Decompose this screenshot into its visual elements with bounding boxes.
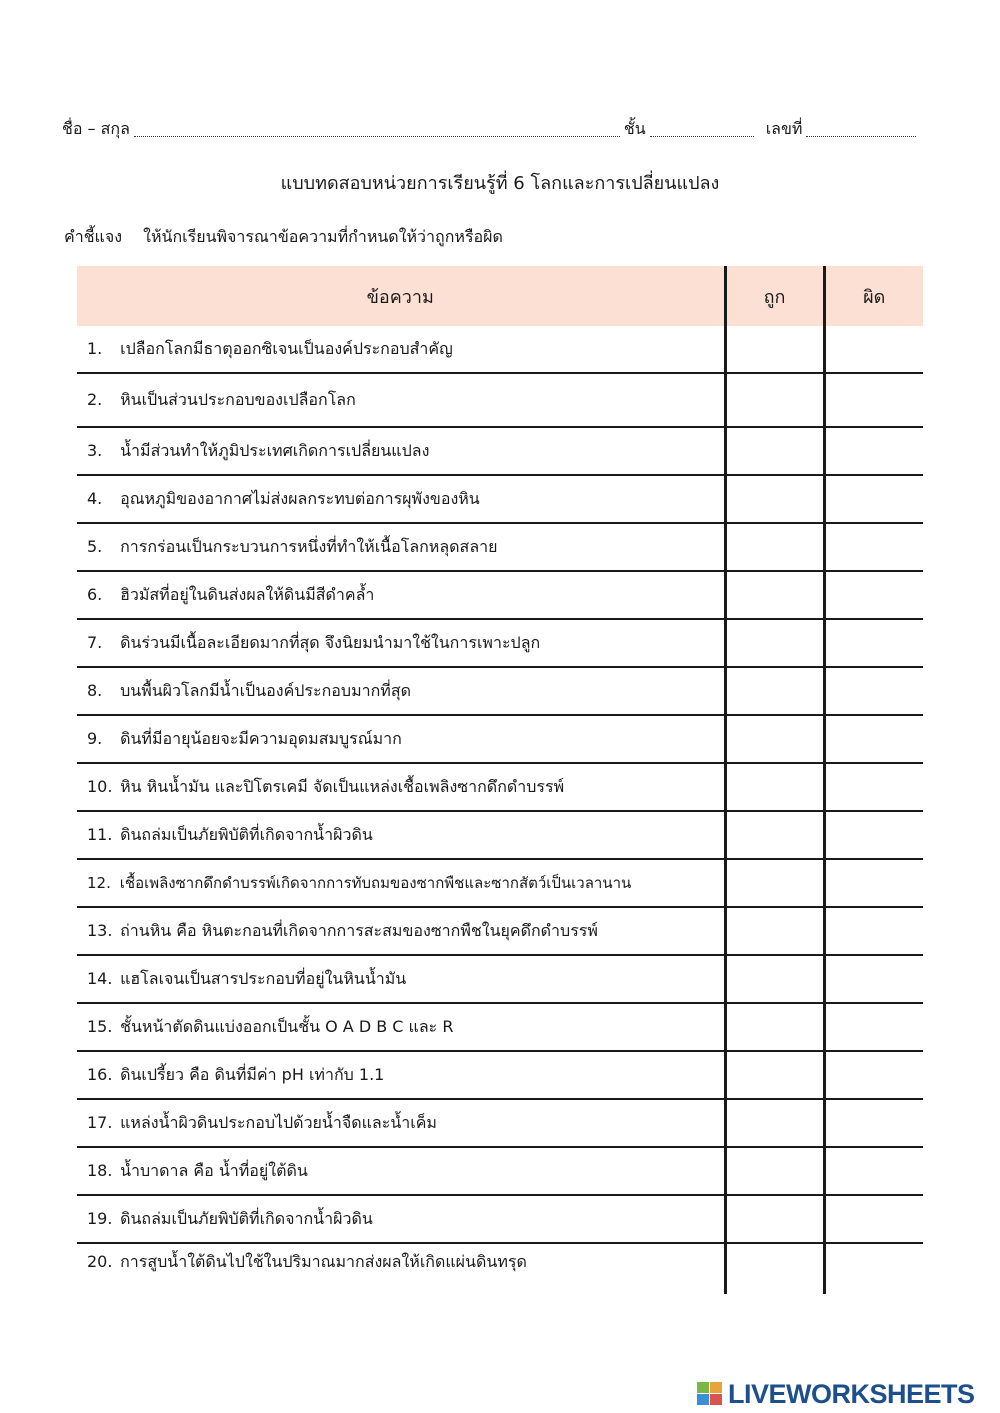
row-number: 19. xyxy=(87,1208,113,1228)
instructions-label: คำชี้แจง xyxy=(64,227,123,246)
false-answer-box[interactable] xyxy=(824,1243,923,1294)
table-row xyxy=(77,427,923,475)
table-row xyxy=(77,1243,923,1294)
statement-cell xyxy=(77,1195,725,1243)
statement-text: หินเป็นส่วนประกอบของเปลือกโลก xyxy=(120,389,356,409)
row-number: 18. xyxy=(87,1160,113,1180)
true-answer-box[interactable] xyxy=(725,475,824,523)
false-answer-box[interactable] xyxy=(824,715,923,763)
statement-cell xyxy=(77,1147,725,1195)
table-row xyxy=(77,475,923,523)
statement-text: เปลือกโลกมีธาตุออกซิเจนเป็นองค์ประกอบสำคัญ xyxy=(120,338,453,358)
table-row xyxy=(77,1195,923,1243)
false-answer-box[interactable] xyxy=(824,1147,923,1195)
instructions xyxy=(64,225,503,250)
false-answer-box[interactable] xyxy=(824,523,923,571)
false-answer-box[interactable] xyxy=(824,326,923,373)
statement-cell xyxy=(77,1003,725,1051)
statement-cell xyxy=(77,859,725,907)
statement-text: ชั้นหน้าตัดดินแบ่งออกเป็นชั้น O A D B C และ R xyxy=(120,1016,454,1036)
table-row xyxy=(77,859,923,907)
true-answer-box[interactable] xyxy=(725,1051,824,1099)
statement-text: การสูบน้ำใต้ดินไปใช้ในปริมาณมากส่งผลให้เกิดแผ่นดินทรุด xyxy=(120,1252,527,1271)
statement-text: ดินถล่มเป็นภัยพิบัติที่เกิดจากน้ำผิวดิน xyxy=(120,824,373,844)
true-answer-box[interactable] xyxy=(725,571,824,619)
table-row xyxy=(77,326,923,373)
true-answer-box[interactable] xyxy=(725,1243,824,1294)
statement-cell xyxy=(77,427,725,475)
false-answer-box[interactable] xyxy=(824,1003,923,1051)
liveworksheets-logo-icon xyxy=(696,1380,726,1408)
row-number: 9. xyxy=(87,728,103,748)
false-answer-box[interactable] xyxy=(824,1051,923,1099)
statement-cell xyxy=(77,571,725,619)
true-answer-box[interactable] xyxy=(725,715,824,763)
true-answer-box[interactable] xyxy=(725,667,824,715)
row-number: 10. xyxy=(87,776,113,796)
false-answer-box[interactable] xyxy=(824,373,923,427)
table-row xyxy=(77,1099,923,1147)
header-true: ถูก xyxy=(725,266,824,326)
brand-name: LIVEWORKSHEETS xyxy=(728,1378,975,1409)
statement-cell xyxy=(77,763,725,811)
row-number: 12. xyxy=(87,874,111,892)
number-blank[interactable] xyxy=(806,136,916,137)
statement-cell xyxy=(77,475,725,523)
statement-cell xyxy=(77,955,725,1003)
false-answer-box[interactable] xyxy=(824,427,923,475)
row-number: 8. xyxy=(87,680,103,700)
statement-text: ดินเปรี้ยว คือ ดินที่มีค่า pH เท่ากับ 1.1 xyxy=(120,1064,385,1084)
false-answer-box[interactable] xyxy=(824,811,923,859)
statement-cell xyxy=(77,1243,725,1294)
statement-cell xyxy=(77,619,725,667)
class-blank[interactable] xyxy=(650,136,754,137)
liveworksheets-brand xyxy=(696,1378,992,1410)
row-number: 3. xyxy=(87,440,103,460)
quiz-table xyxy=(77,266,923,1294)
true-answer-box[interactable] xyxy=(725,955,824,1003)
row-number: 14. xyxy=(87,968,113,988)
true-answer-box[interactable] xyxy=(725,763,824,811)
false-answer-box[interactable] xyxy=(824,667,923,715)
table-row xyxy=(77,1051,923,1099)
statement-text: ดินถล่มเป็นภัยพิบัติที่เกิดจากน้ำผิวดิน xyxy=(120,1208,373,1228)
name-blank[interactable] xyxy=(134,136,620,137)
false-answer-box[interactable] xyxy=(824,763,923,811)
table-row xyxy=(77,763,923,811)
header-statement: ข้อความ xyxy=(77,266,725,326)
page-title: แบบทดสอบหน่วยการเรียนรู้ที่ 6 โลกและการเปลี่ยนแปลง xyxy=(280,173,720,194)
row-number: 7. xyxy=(87,632,103,652)
number-label: เลขที่ xyxy=(765,119,803,138)
table-row xyxy=(77,523,923,571)
statement-cell xyxy=(77,715,725,763)
table-row xyxy=(77,373,923,427)
row-number: 6. xyxy=(87,584,103,604)
statement-text: อุณหภูมิของอากาศไม่ส่งผลกระทบต่อการผุพังของหิน xyxy=(120,488,480,508)
true-answer-box[interactable] xyxy=(725,619,824,667)
table-row xyxy=(77,571,923,619)
true-answer-box[interactable] xyxy=(725,1099,824,1147)
table-row xyxy=(77,715,923,763)
statement-text: การกร่อนเป็นกระบวนการหนึ่งที่ทำให้เนื้อโลกหลุดสลาย xyxy=(120,536,498,556)
statement-cell xyxy=(77,1051,725,1099)
false-answer-box[interactable] xyxy=(824,859,923,907)
false-answer-box[interactable] xyxy=(824,1099,923,1147)
row-number: 2. xyxy=(87,389,103,409)
true-answer-box[interactable] xyxy=(725,326,824,373)
statement-text: น้ำมีส่วนทำให้ภูมิประเทศเกิดการเปลี่ยนแปลง xyxy=(120,440,430,460)
statement-text: หิน หินน้ำมัน และปิโตรเคมี จัดเป็นแหล่งเชื้อเพลิงซากดึกดำบรรพ์ xyxy=(120,776,565,796)
class-label: ชั้น xyxy=(623,119,646,138)
statement-cell xyxy=(77,907,725,955)
statement-text: แฮโลเจนเป็นสารประกอบที่อยู่ในหินน้ำมัน xyxy=(120,968,407,988)
true-answer-box[interactable] xyxy=(725,1003,824,1051)
statement-text: ดินที่มีอายุน้อยจะมีความอุดมสมบูรณ์มาก xyxy=(120,728,402,748)
row-number: 4. xyxy=(87,488,103,508)
true-answer-box[interactable] xyxy=(725,859,824,907)
statement-text: บนพื้นผิวโลกมีน้ำเป็นองค์ประกอบมากที่สุด xyxy=(120,680,411,700)
true-answer-box[interactable] xyxy=(725,907,824,955)
statement-text: น้ำบาดาล คือ น้ำที่อยู่ใต้ดิน xyxy=(120,1160,308,1180)
row-number: 15. xyxy=(87,1016,113,1036)
false-answer-box[interactable] xyxy=(824,619,923,667)
statement-cell xyxy=(77,1099,725,1147)
statement-cell xyxy=(77,326,725,373)
table-row xyxy=(77,955,923,1003)
false-answer-box[interactable] xyxy=(824,475,923,523)
false-answer-box[interactable] xyxy=(824,1195,923,1243)
true-answer-box[interactable] xyxy=(725,811,824,859)
statement-text: เชื้อเพลิงซากดึกดำบรรพ์เกิดจากการทับถมของซากพืชและซากสัตว์เป็นเวลานาน xyxy=(119,874,632,892)
statement-cell xyxy=(77,373,725,427)
true-answer-box[interactable] xyxy=(725,1147,824,1195)
table-row xyxy=(77,619,923,667)
false-answer-box[interactable] xyxy=(824,955,923,1003)
true-answer-box[interactable] xyxy=(725,427,824,475)
table-row xyxy=(77,1147,923,1195)
false-answer-box[interactable] xyxy=(824,571,923,619)
table-header-row xyxy=(77,266,923,326)
statement-text: แหล่งน้ำผิวดินประกอบไปด้วยน้ำจืดและน้ำเค็ม xyxy=(120,1112,437,1132)
table-row xyxy=(77,1003,923,1051)
true-answer-box[interactable] xyxy=(725,1195,824,1243)
false-answer-box[interactable] xyxy=(824,907,923,955)
student-info-line xyxy=(62,112,934,142)
header-false: ผิด xyxy=(824,266,923,326)
statement-text: ถ่านหิน คือ หินตะกอนที่เกิดจากการสะสมของซากพืชในยุคดึกดำบรรพ์ xyxy=(120,920,598,940)
table-row xyxy=(77,667,923,715)
table-row xyxy=(77,907,923,955)
statement-cell xyxy=(77,667,725,715)
row-number: 5. xyxy=(87,536,103,556)
statement-text: ฮิวมัสที่อยู่ในดินส่งผลให้ดินมีสีดำคล้ำ xyxy=(120,584,375,604)
row-number: 16. xyxy=(87,1064,113,1084)
row-number: 1. xyxy=(87,338,103,358)
statement-cell xyxy=(77,523,725,571)
row-number: 11. xyxy=(87,824,113,844)
statement-cell xyxy=(77,811,725,859)
row-number: 20. xyxy=(87,1252,113,1271)
true-answer-box[interactable] xyxy=(725,373,824,427)
row-number: 17. xyxy=(87,1112,113,1132)
table-row xyxy=(77,811,923,859)
true-answer-box[interactable] xyxy=(725,523,824,571)
row-number: 13. xyxy=(87,920,113,940)
instructions-text: ให้นักเรียนพิจารณาข้อความที่กำหนดให้ว่าถูกหรือผิด xyxy=(143,227,503,246)
name-label: ชื่อ – สกุล xyxy=(62,119,130,138)
statement-text: ดินร่วนมีเนื้อละเอียดมากที่สุด จึงนิยมนำมาใช้ในการเพาะปลูก xyxy=(120,632,541,652)
